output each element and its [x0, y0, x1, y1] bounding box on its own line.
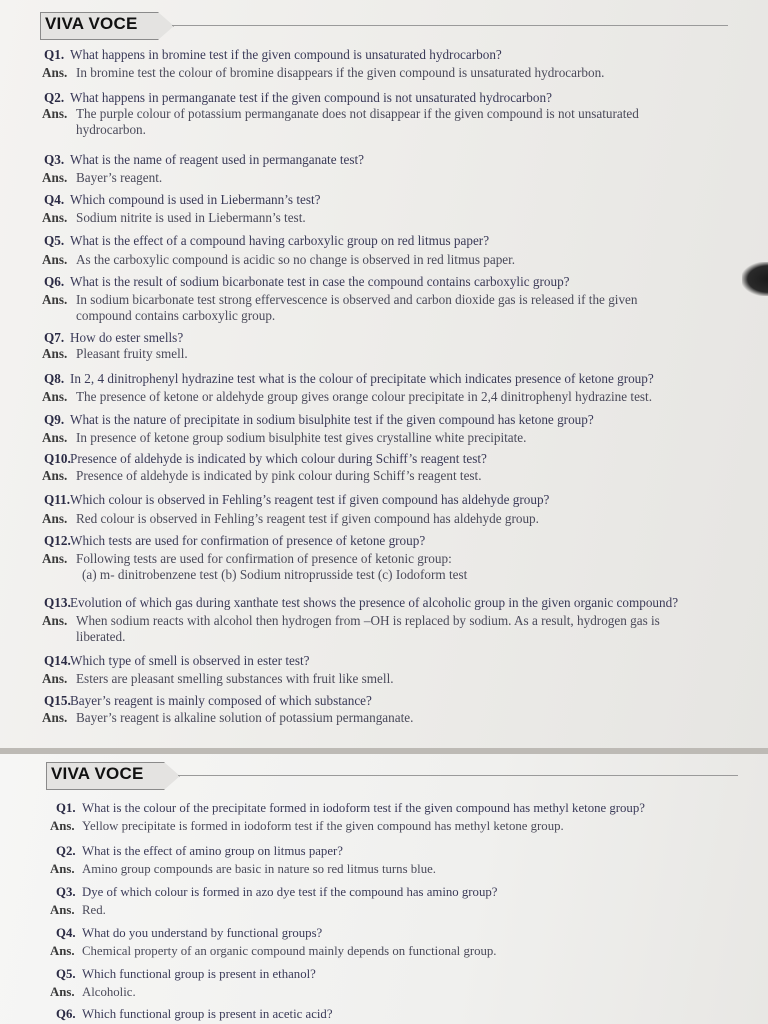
question-number: Q11. [44, 492, 71, 507]
answer-line [50, 902, 106, 918]
answer-text: Presence of aldehyde is indicated by pink colour during Schiff’s reagent test. [76, 468, 482, 483]
section-header [40, 12, 728, 38]
answer-label: Ans. [42, 671, 68, 686]
finger-shadow [742, 262, 768, 296]
question-number: Q6. [56, 1007, 76, 1021]
answer-line [42, 468, 482, 484]
question-text: What happens in bromine test if the given compound is unsaturated hydrocarbon? [70, 47, 502, 62]
question-line [44, 451, 487, 467]
question-number: Q1. [44, 47, 65, 62]
answer-label: Ans. [50, 903, 75, 917]
answer-text: Amino group compounds are basic in nature so red litmus turns blue. [82, 862, 436, 876]
viva-voce-page-2 [0, 754, 768, 1024]
answer-text: Red. [82, 903, 106, 917]
answer-text: In presence of ketone group sodium bisulphite test gives crystalline white precipitate. [76, 430, 527, 445]
question-number: Q7. [44, 330, 65, 345]
question-number: Q15. [44, 693, 71, 708]
question-number: Q4. [56, 926, 76, 940]
answer-text: Pleasant fruity smell. [76, 346, 188, 361]
answer-line [42, 671, 394, 687]
answer-text: Chemical property of an organic compound mainly depends on functional group. [82, 944, 497, 958]
answer-line [42, 106, 639, 122]
question-line [56, 925, 322, 941]
question-number: Q12. [44, 533, 71, 548]
answer-continuation [76, 122, 146, 138]
answer-line [50, 943, 497, 959]
answer-line [42, 551, 452, 567]
question-number: Q3. [44, 152, 65, 167]
answer-text: Following tests are used for confirmation of presence of ketonic group: [76, 551, 452, 566]
question-line [44, 152, 364, 168]
question-line [56, 884, 497, 900]
question-text: Evolution of which gas during xanthate test shows the presence of alcoholic group in the given organic compound? [70, 595, 679, 610]
question-text: What is the nature of precipitate in sodium bisulphite test if the given compound has ketone group? [70, 412, 594, 427]
question-text: Presence of aldehyde is indicated by which colour during Schiff’s reagent test? [70, 451, 487, 466]
question-line [44, 90, 552, 106]
answer-line [42, 511, 539, 527]
question-line [44, 274, 570, 290]
question-number: Q2. [56, 844, 76, 858]
answer-text: Yellow precipitate is formed in iodoform test if the given compound has methyl ketone group. [82, 819, 564, 833]
answer-label: Ans. [50, 819, 75, 833]
question-line [56, 843, 343, 859]
answer-text: In bromine test the colour of bromine disappears if the given compound is unsaturated hydrocarbon. [76, 65, 605, 80]
answer-line [50, 861, 436, 877]
answer-text: Sodium nitrite is used in Liebermann’s test. [76, 210, 306, 225]
answer-line [42, 389, 652, 405]
question-text: What do you understand by functional groups? [82, 926, 323, 940]
question-number: Q2. [44, 90, 65, 105]
question-number: Q8. [44, 371, 65, 386]
answer-text: compound contains carboxylic group. [76, 308, 276, 323]
answer-line [42, 170, 162, 186]
answer-label: Ans. [42, 210, 68, 225]
answer-label: Ans. [42, 551, 68, 566]
answer-line [50, 984, 136, 1000]
question-text: What is the effect of a compound having carboxylic group on red litmus paper? [70, 233, 490, 248]
question-text: What is the colour of the precipitate formed in iodoform test if the given compound has methyl ketone group? [82, 801, 645, 815]
header-rule [172, 25, 728, 26]
answer-continuation [76, 629, 125, 645]
question-number: Q13. [44, 595, 71, 610]
answer-text: When sodium reacts with alcohol then hydrogen from –OH is replaced by sodium. As a result, hydrogen gas is [76, 613, 660, 628]
answer-line [42, 252, 515, 268]
answer-text: Esters are pleasant smelling substances with fruit like smell. [76, 671, 394, 686]
question-line [44, 492, 549, 508]
section-title: VIVA VOCE [45, 14, 138, 33]
answer-line [42, 210, 306, 226]
question-text: Which tests are used for confirmation of presence of ketone group? [70, 533, 426, 548]
question-line [56, 1006, 333, 1022]
question-number: Q5. [44, 233, 65, 248]
question-line [44, 330, 183, 346]
question-text: Which colour is observed in Fehling’s reagent test if given compound has aldehyde group? [70, 492, 550, 507]
question-text: What happens in permanganate test if the given compound is not unsaturated hydrocarbon? [70, 90, 552, 105]
answer-label: Ans. [42, 170, 68, 185]
answer-text: (a) m- dinitrobenzene test (b) Sodium nitroprusside test (c) Iodoform test [82, 567, 468, 582]
answer-line [42, 65, 604, 81]
question-text: Which compound is used in Liebermann’s test? [70, 192, 321, 207]
answer-text: Alcoholic. [82, 985, 136, 999]
answer-label: Ans. [50, 944, 75, 958]
question-text: Which functional group is present in acetic acid? [82, 1007, 333, 1021]
question-text: Which functional group is present in ethanol? [82, 967, 316, 981]
question-text: What is the result of sodium bicarbonate test in case the compound contains carboxylic group? [70, 274, 570, 289]
question-line [44, 653, 310, 669]
question-text: What is the effect of amino group on litmus paper? [82, 844, 343, 858]
answer-label: Ans. [42, 613, 68, 628]
question-text: In 2, 4 dinitrophenyl hydrazine test what is the colour of precipitate which indicates presence of ketone group? [70, 371, 654, 386]
answer-line [42, 292, 638, 308]
question-text: Which type of smell is observed in ester test? [70, 653, 310, 668]
question-number: Q10. [44, 451, 71, 466]
answer-label: Ans. [42, 346, 68, 361]
section-header [46, 762, 738, 788]
answer-label: Ans. [42, 252, 68, 267]
question-text: Bayer’s reagent is mainly composed of which substance? [70, 693, 372, 708]
section-title: VIVA VOCE [51, 764, 144, 783]
question-line [44, 595, 678, 611]
question-line [44, 412, 594, 428]
answer-label: Ans. [42, 292, 68, 307]
question-number: Q4. [44, 192, 65, 207]
answer-text: Bayer’s reagent is alkaline solution of potassium permanganate. [76, 710, 414, 725]
answer-text: Red colour is observed in Fehling’s reagent test if given compound has aldehyde group. [76, 511, 539, 526]
answer-label: Ans. [50, 985, 75, 999]
question-line [56, 966, 316, 982]
question-line [56, 800, 645, 816]
answer-text: Bayer’s reagent. [76, 170, 163, 185]
question-number: Q1. [56, 801, 76, 815]
answer-text: hydrocarbon. [76, 122, 146, 137]
question-line [44, 693, 372, 709]
answer-text: The purple colour of potassium permanganate does not disappear if the given compound is not unsaturated [76, 106, 639, 121]
answer-label: Ans. [50, 862, 75, 876]
answer-label: Ans. [42, 710, 68, 725]
answer-line [42, 430, 526, 446]
answer-text: liberated. [76, 629, 126, 644]
question-line [44, 47, 502, 63]
answer-continuation [76, 308, 275, 324]
question-number: Q6. [44, 274, 65, 289]
answer-text: In sodium bicarbonate test strong effervescence is observed and carbon dioxide gas is released if the given [76, 292, 638, 307]
question-line [44, 533, 425, 549]
answer-text: The presence of ketone or aldehyde group gives orange colour precipitate in 2,4 dinitrophenyl hydrazine test. [76, 389, 653, 404]
question-text: Dye of which colour is formed in azo dye test if the compound has amino group? [82, 885, 498, 899]
answer-label: Ans. [42, 65, 68, 80]
answer-label: Ans. [42, 389, 68, 404]
question-line [44, 371, 654, 387]
question-number: Q5. [56, 967, 76, 981]
answer-label: Ans. [42, 430, 68, 445]
question-number: Q9. [44, 412, 65, 427]
answer-line [50, 818, 564, 834]
answer-label: Ans. [42, 106, 68, 121]
answer-line [42, 613, 660, 629]
header-rule [178, 775, 738, 776]
answer-label: Ans. [42, 468, 68, 483]
question-line [44, 192, 321, 208]
question-line [44, 233, 489, 249]
answer-line [42, 710, 413, 726]
question-number: Q3. [56, 885, 76, 899]
question-text: How do ester smells? [70, 330, 184, 345]
answer-continuation [76, 567, 467, 583]
answer-text: As the carboxylic compound is acidic so no change is observed in red litmus paper. [76, 252, 516, 267]
question-text: What is the name of reagent used in permanganate test? [70, 152, 365, 167]
answer-label: Ans. [42, 511, 68, 526]
question-number: Q14. [44, 653, 71, 668]
answer-line [42, 346, 188, 362]
